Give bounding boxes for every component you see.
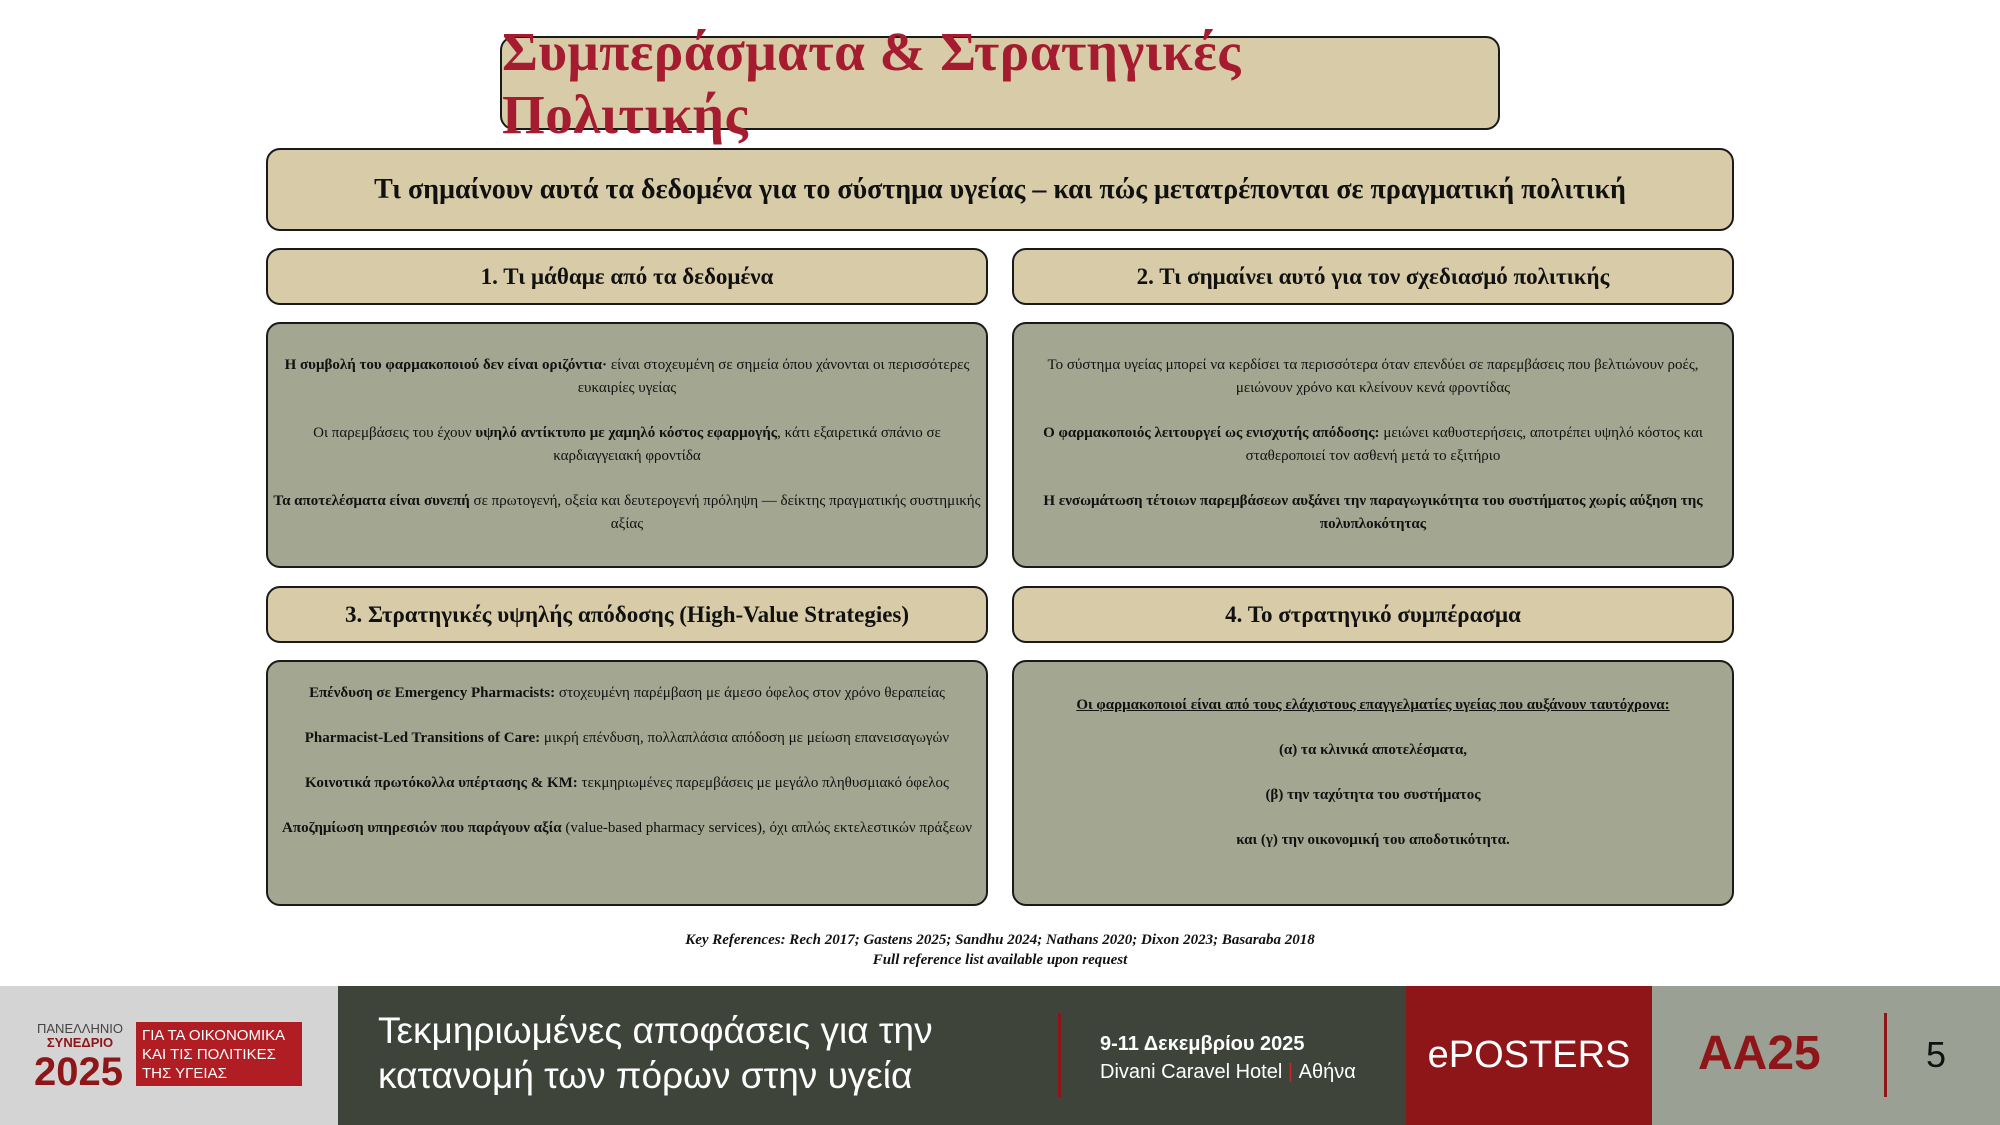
divider xyxy=(1884,1013,1887,1097)
logo-year: 2025 xyxy=(34,1050,123,1094)
event-date: 9-11 Δεκεμβρίου 2025 xyxy=(1100,1033,1305,1055)
references xyxy=(0,930,2000,970)
section-2-item xyxy=(1018,354,1728,400)
item-text: είναι στοχευμένη σε σημεία όπου χάνονται οι περισσότερες ευκαιρίες υγείας xyxy=(577,357,970,396)
item-text: σε πρωτογενή, οξεία και δευτερογενή πρόληψη — δείκτης πραγματικής συστημικής αξίας xyxy=(469,493,981,532)
tagline xyxy=(378,1008,933,1098)
section-4-heading xyxy=(1012,586,1734,643)
item-pre: Οι παρεμβάσεις του έχουν xyxy=(313,425,476,441)
section-3-item xyxy=(305,727,949,750)
section-2-item xyxy=(1018,490,1728,536)
section-1-item xyxy=(272,354,982,400)
item-text: στοχευμένη παρέμβαση με άμεσο όφελος στον χρόνο θεραπείας xyxy=(555,685,945,701)
item-bold: Pharmacist-Led Transitions of Care: xyxy=(304,730,541,746)
section-1-item xyxy=(272,490,982,536)
eposters-label: ePOSTERS xyxy=(1427,1034,1631,1076)
session-code: AA25 xyxy=(1698,1027,1821,1080)
footer-code-area xyxy=(1652,986,2000,1125)
item-bold: Η συμβολή του φαρμακοποιού δεν είναι οριζόντια· xyxy=(284,357,608,373)
section-2-body xyxy=(1012,322,1734,568)
item-text: (value-based pharmacy services), όχι απλώς εκτελεστικών πράξεων xyxy=(561,820,972,836)
logo-top-line: ΠΑΝΕΛΛΗΝΙΟ xyxy=(37,1021,123,1036)
section-1-heading xyxy=(266,248,988,305)
section-4-heading-text: 4. Το στρατηγικό συμπέρασμα xyxy=(1225,601,1521,627)
section-4-lead: Οι φαρμακοποιοί είναι από τους ελάχιστους επαγγελματίες υγείας που αυξάνουν ταυτόχρονα: xyxy=(1076,697,1670,713)
subtitle-box xyxy=(266,148,1734,231)
eposters-badge xyxy=(1406,986,1652,1125)
venue-separator: | xyxy=(1287,1061,1294,1083)
item-text: , κάτι εξαιρετικά σπάνιο σε καρδιαγγειακή φροντίδα xyxy=(553,425,941,464)
logo-box xyxy=(136,1022,302,1086)
logo-box-line: ΚΑΙ ΤΙΣ ΠΟΛΙΤΙΚΕΣ xyxy=(142,1046,276,1063)
page-title: Συμπεράσματα & Στρατηγικές Πολιτικής xyxy=(502,21,1242,145)
venue-name: Divani Caravel Hotel xyxy=(1100,1061,1283,1083)
section-2-heading-text: 2. Τι σημαίνει αυτό για τον σχεδιασμό πολιτικής xyxy=(1136,263,1610,289)
event-venue xyxy=(1100,1058,1356,1086)
section-1-body xyxy=(266,322,988,568)
section-3-item xyxy=(309,682,945,705)
title-box xyxy=(500,21,1500,145)
section-4-point: (α) τα κλινικά αποτελέσματα, xyxy=(1278,742,1468,758)
section-3-item xyxy=(282,817,972,840)
item-bold: Τα αποτελέσματα είναι συνεπή xyxy=(273,493,470,509)
page-subtitle: Τι σημαίνουν αυτά τα δεδομένα για το σύστημα υγείας – και πώς μετατρέπονται σε πραγματική πολιτική xyxy=(374,173,1626,205)
page-number: 5 xyxy=(1926,1034,1947,1075)
section-3-heading xyxy=(266,586,988,643)
tagline-line: Τεκμηριωμένες αποφάσεις για την xyxy=(378,1010,933,1051)
item-text: τεκμηριωμένες παρεμβάσεις με μεγάλο πληθυσμιακό όφελος xyxy=(577,775,949,791)
section-4-point: (β) την ταχύτητα του συστήματος xyxy=(1265,787,1481,803)
section-1-heading-text: 1. Τι μάθαμε από τα δεδομένα xyxy=(480,263,774,289)
item-text: μειώνει καθυστερήσεις, αποτρέπει υψηλό κόστος και σταθεροποιεί τον ασθενή μετά το εξιτήριο xyxy=(1245,425,1703,464)
item-bold: Κοινοτικά πρωτόκολλα υπέρτασης & ΚΜ: xyxy=(305,775,578,791)
logo-box-line: ΓΙΑ ΤΑ ΟΙΚΟΝΟΜΙΚΑ xyxy=(142,1027,286,1044)
section-4-point: και (γ) την οικονομική του αποδοτικότητα. xyxy=(1236,832,1510,848)
item-bold: Ο φαρμακοποιός λειτουργεί ως ενισχυτής απόδοσης: xyxy=(1043,425,1380,441)
logo-box-line: ΤΗΣ ΥΓΕΙΑΣ xyxy=(142,1065,227,1082)
item-bold: υψηλό αντίκτυπο με χαμηλό κόστος εφαρμογής xyxy=(475,425,778,441)
footer-info xyxy=(338,986,1406,1125)
item-bold: Επένδυση σε Emergency Pharmacists: xyxy=(309,685,556,701)
section-3-heading-text: 3. Στρατηγικές υψηλής απόδοσης (High-Value Strategies) xyxy=(344,601,910,627)
section-1-item xyxy=(272,422,982,468)
section-2-heading xyxy=(1012,248,1734,305)
logo-top xyxy=(36,1022,124,1050)
references-note: Full reference list available upon request xyxy=(872,952,1128,968)
tagline-line: κατανομή των πόρων στην υγεία xyxy=(378,1055,913,1096)
item-text: μικρή επένδυση, πολλαπλάσια απόδοση με μείωση επανεισαγωγών xyxy=(540,730,950,746)
item-bold: Η ενσωμάτωση τέτοιων παρεμβάσεων αυξάνει την παραγωγικότητα του συστήματος χωρίς αύξηση της πολυπλοκότητας xyxy=(1043,493,1703,532)
item-bold: Αποζημίωση υπηρεσιών που παράγουν αξία xyxy=(282,820,562,836)
section-2-item xyxy=(1018,422,1728,468)
logo-top-line: ΣΥΝΕΔΡΙΟ xyxy=(46,1035,114,1050)
venue-city: Αθήνα xyxy=(1298,1061,1356,1083)
footer-bar xyxy=(0,986,2000,1125)
section-3-body xyxy=(266,660,988,906)
section-3-item xyxy=(305,772,949,795)
divider xyxy=(1058,1013,1061,1097)
item-text: Το σύστημα υγείας μπορεί να κερδίσει τα περισσότερα όταν επενδύει σε παρεμβάσεις που βελτιώνουν ροές, μειώνουν χρόνο και κλείνουν κενά φροντίδας xyxy=(1047,357,1699,396)
conference-logo xyxy=(0,986,338,1125)
section-4-body xyxy=(1012,660,1734,906)
references-line: Key References: Rech 2017; Gastens 2025; Sandhu 2024; Nathans 2020; Dixon 2023; Basaraba 2018 xyxy=(685,932,1315,948)
event-info xyxy=(1100,1030,1356,1086)
